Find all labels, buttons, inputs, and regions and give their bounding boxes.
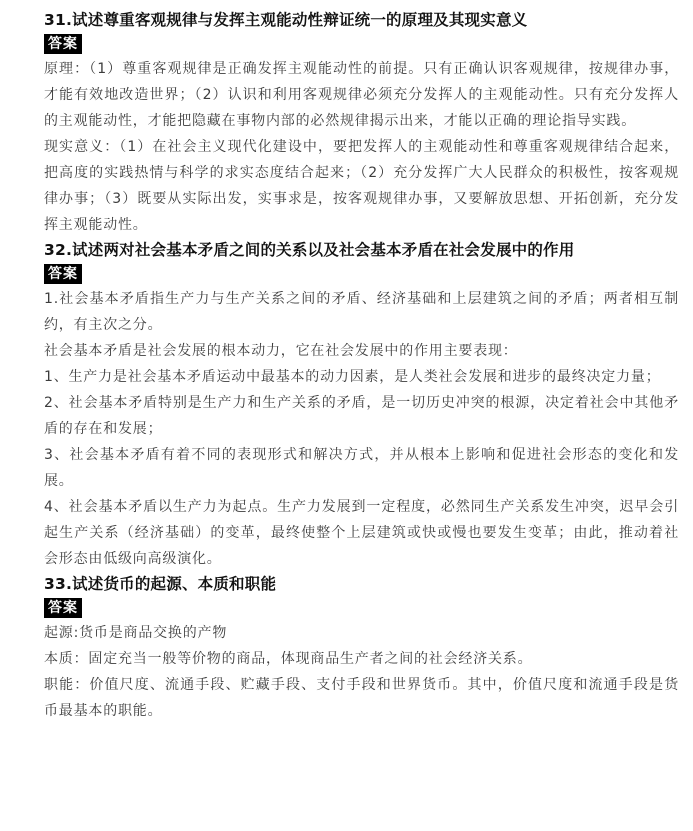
question-32-paragraph: 4、社会基本矛盾以生产力为起点。生产力发展到一定程度，必然同生产关系发生冲突，迟早会引起生产关系（经济基础）的变革，最终使整个上层建筑或快或慢也要发生变革；由此，推动着社会形态由低级向高级演化。 [44, 499, 679, 567]
question-32-answer-label: 答案 [44, 264, 82, 284]
question-32-paragraph: 1.社会基本矛盾指生产力与生产关系之间的矛盾、经济基础和上层建筑之间的矛盾；两者相互制约，有主次之分。 [44, 291, 679, 333]
question-31-heading: 31.试述尊重客观规律与发挥主观能动性辩证统一的原理及其现实意义 [44, 11, 528, 29]
question-31-answer-label: 答案 [44, 34, 82, 54]
question-32-paragraph: 3、社会基本矛盾有着不同的表现形式和解决方式，并从根本上影响和促进社会形态的变化和发展。 [44, 447, 679, 489]
question-33-paragraph: 本质：固定充当一般等价物的商品，体现商品生产者之间的社会经济关系。 [44, 651, 533, 667]
question-31 [44, 8, 679, 238]
question-31-principle: 原理：（1）尊重客观规律是正确发挥主观能动性的前提。只有正确认识客观规律，按规律办事，才能有效地改造世界；（2）认识和利用客观规律必须充分发挥人的主观能动性。只有充分发挥人的主观能动性，才能把隐藏在事物内部的必然规律揭示出来，才能以正确的理论指导实践。 [44, 61, 679, 129]
question-33-answer-label: 答案 [44, 598, 82, 618]
question-33-heading: 33.试述货币的起源、本质和职能 [44, 575, 277, 593]
question-32-paragraph: 2、社会基本矛盾特别是生产力和生产关系的矛盾，是一切历史冲突的根源，决定着社会中其他矛盾的存在和发展； [44, 395, 679, 437]
question-32-paragraph: 1、生产力是社会基本矛盾运动中最基本的动力因素，是人类社会发展和进步的最终决定力量； [44, 369, 661, 385]
question-32 [44, 238, 679, 572]
question-31-significance: 现实意义：（1）在社会主义现代化建设中，要把发挥人的主观能动性和尊重客观规律结合起来，把高度的实践热情与科学的求实态度结合起来；（2）充分发挥广大人民群众的积极性，按客观规律办事；（3）既要从实际出发，实事求是，按客观规律办事，又要解放思想、开拓创新，充分发挥主观能动性。 [44, 139, 679, 233]
question-33-paragraph: 起源:货币是商品交换的产物 [44, 625, 228, 641]
question-32-heading: 32.试述两对社会基本矛盾之间的关系以及社会基本矛盾在社会发展中的作用 [44, 241, 575, 259]
question-33-paragraph: 职能：价值尺度、流通手段、贮藏手段、支付手段和世界货币。其中，价值尺度和流通手段是货币最基本的职能。 [44, 677, 679, 719]
question-32-paragraph: 社会基本矛盾是社会发展的根本动力，它在社会发展中的作用主要表现： [44, 343, 518, 359]
question-33 [44, 572, 679, 724]
